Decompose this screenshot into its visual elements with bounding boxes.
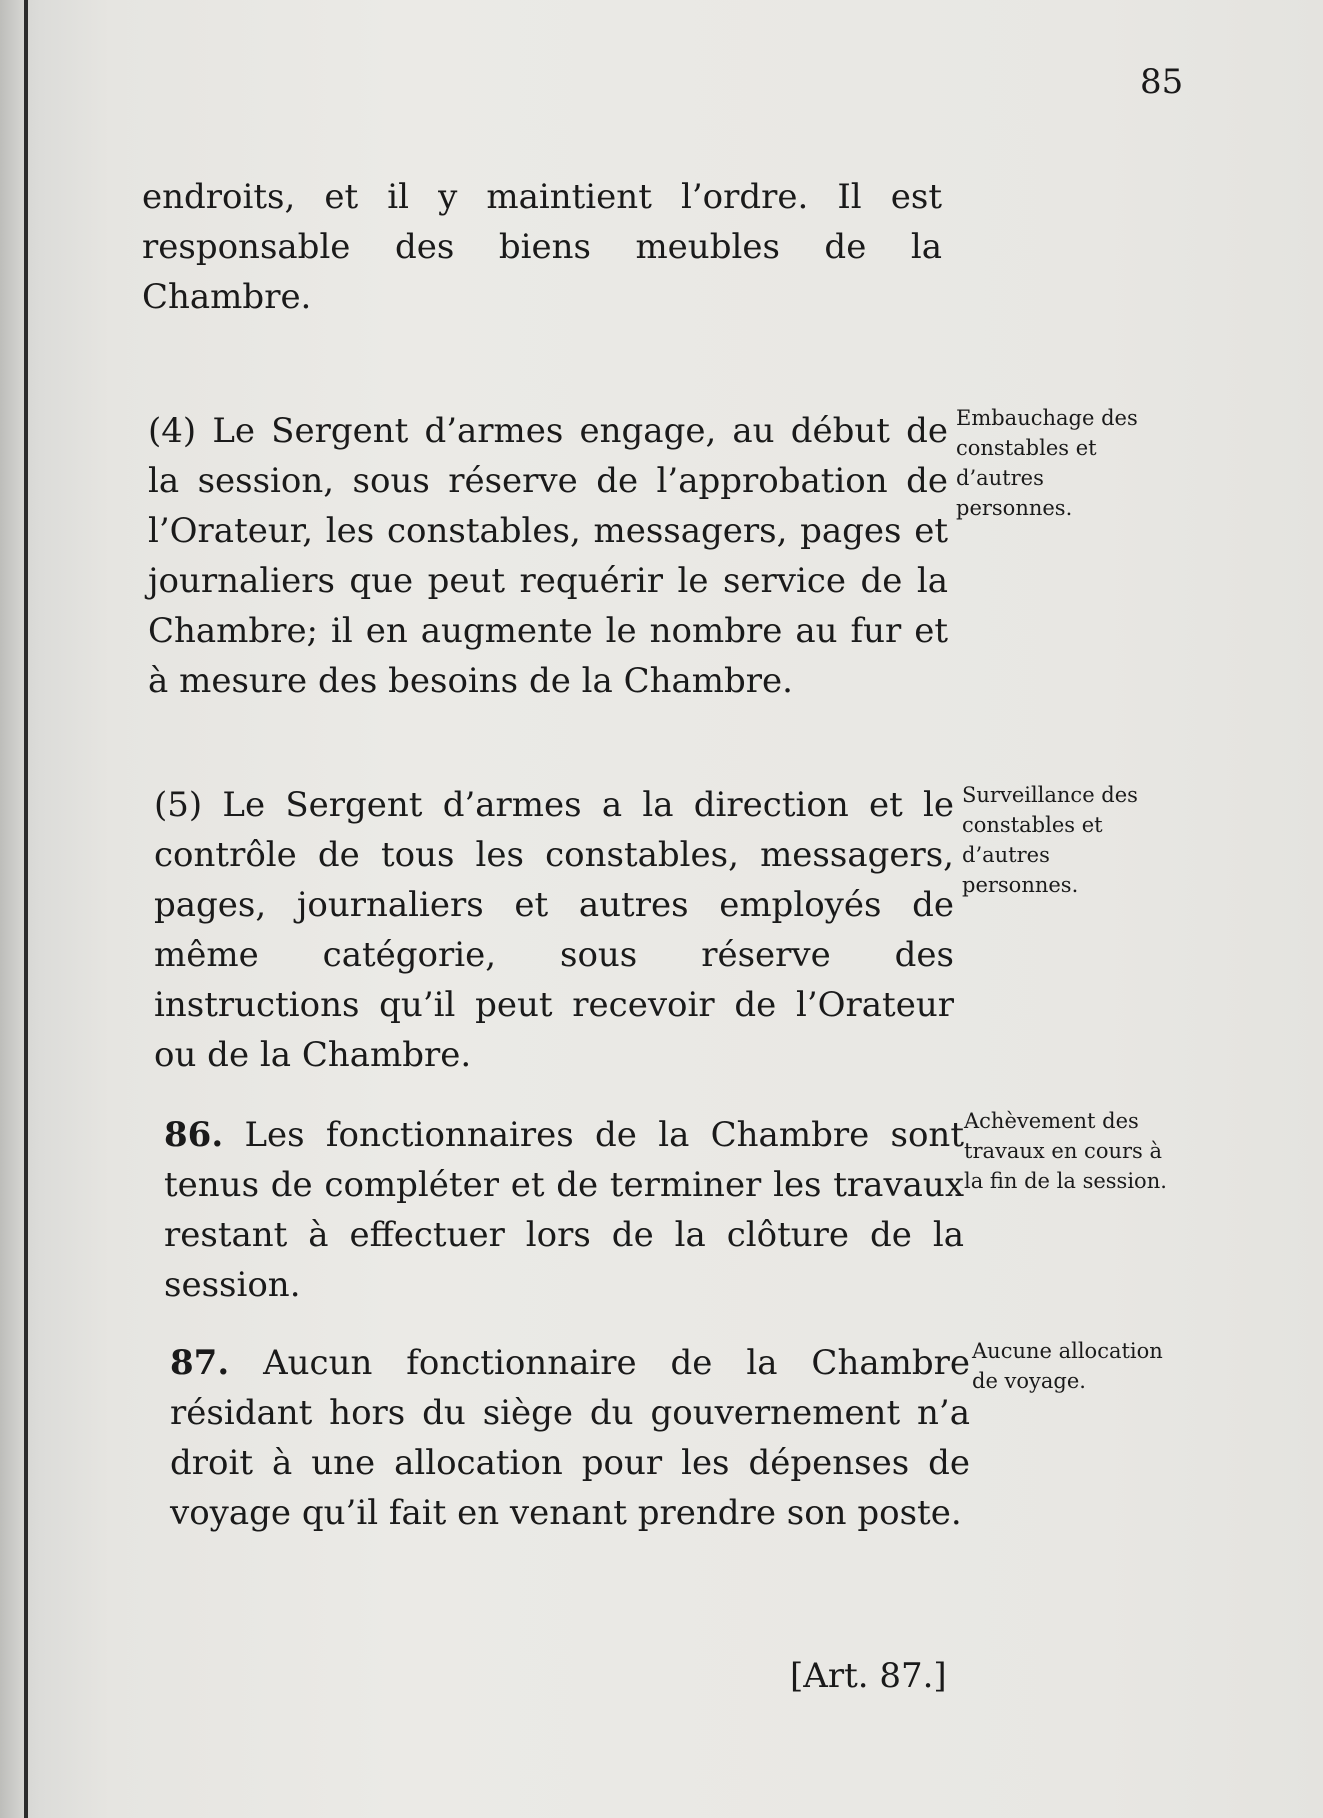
marginal-note: Embauchage des constables et d’autres personnes. [956,406,1138,520]
page-number: 85 [1140,62,1184,102]
paragraph-text: endroits, et il y maintient l’ordre. Il est responsable des biens meubles de la Chambre. [142,177,942,317]
paragraph-continuation [142,172,942,322]
paragraph-article-86 [164,1110,964,1310]
paragraph-text: Aucun fonctionnaire de la Chambre résidant hors du siège du gouvernement n’a droit à une allocation pour les dépenses de voyage qu’il fait en venant prendre son poste. [170,1343,970,1533]
paragraph-subsection-5 [154,780,954,1080]
paragraph-subsection-4 [148,406,948,706]
paragraph-text: (4) Le Sergent d’armes engage, au début de la session, sous réserve de l’approbation de l’Orateur, les constables, messagers, pages et journaliers que peut requérir le service de la Chambre; il en augmente le nombre au fur et à mesure des besoins de la Chambre. [148,411,948,701]
marginal-note: Aucune allocation de voyage. [972,1339,1163,1393]
paragraph-number: 87. [170,1343,230,1383]
paragraph-text: Les fonctionnaires de la Chambre sont tenus de compléter et de terminer les travaux restant à effectuer lors de la clôture de la session. [164,1115,964,1305]
binding-edge [24,0,28,1818]
paragraph-text: (5) Le Sergent d’armes a la direction et le contrôle de tous les constables, messagers, pages, journaliers et autres employés de même catégorie, sous réserve des instructions qu’il peut recevoir de l’Orateur ou de la Chambre. [154,785,954,1075]
marginal-note: Achèvement des travaux en cours à la fin de la session. [964,1109,1167,1193]
marginal-note: Surveillance des constables et d’autres personnes. [962,783,1138,897]
article-reference: [Art. 87.] [790,1656,947,1696]
binding-shadow [0,0,24,1818]
paragraph-number: 86. [164,1115,224,1155]
paragraph-article-87 [170,1338,970,1538]
